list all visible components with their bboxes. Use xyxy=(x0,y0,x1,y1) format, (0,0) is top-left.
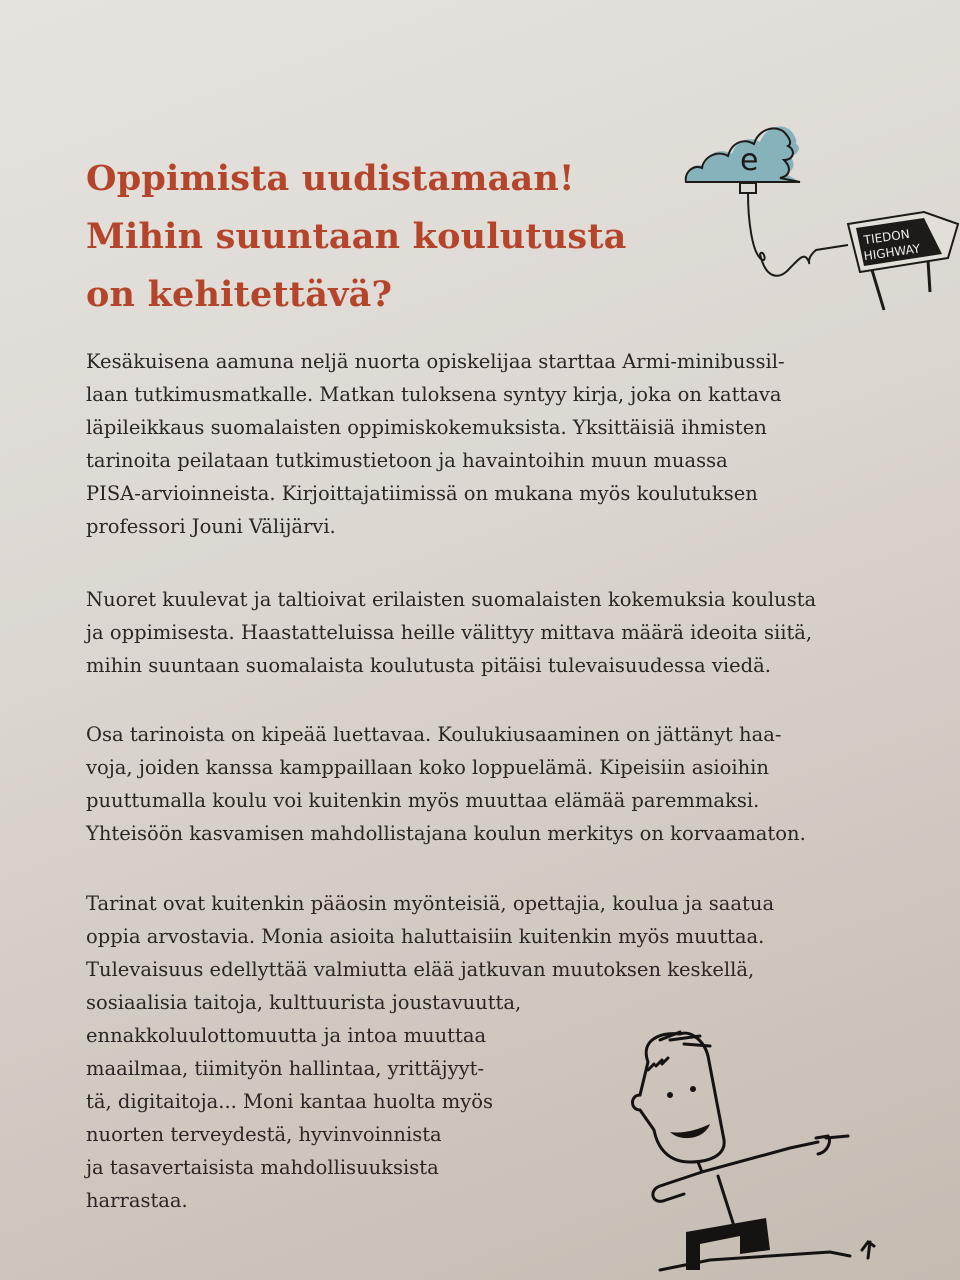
title-line: Oppimista uudistamaan! xyxy=(86,158,575,199)
text-line: Osa tarinoista on kipeää luettavaa. Koulukiusaaminen on jättänyt haa- xyxy=(86,723,782,746)
text-line: nuorten terveydestä, hyvinvoinnista xyxy=(86,1123,442,1146)
tiedon-highway-sign xyxy=(848,212,958,310)
cloud-letter: e xyxy=(740,143,759,178)
paragraph-3 xyxy=(86,718,806,850)
text-line: maailmaa, tiimityön hallintaa, yrittäjyyt- xyxy=(86,1057,485,1080)
text-line: Yhteisöön kasvamisen mahdollistajana koulun merkitys on korvaamaton. xyxy=(86,822,806,845)
pointing-boy-illustration xyxy=(600,1000,960,1280)
title-line: Mihin suuntaan koulutusta xyxy=(86,216,627,257)
text-line: tä, digitaitoja... Moni kantaa huolta myös xyxy=(86,1090,494,1113)
text-line: ja tasavertaisista mahdollisuuksista xyxy=(86,1156,439,1179)
page-title xyxy=(86,150,627,324)
text-line: mihin suuntaan suomalaista koulutusta pitäisi tulevaisuudessa viedä. xyxy=(86,654,771,677)
text-line: ennakkoluulottomuutta ja intoa muuttaa xyxy=(86,1024,487,1047)
text-line: harrastaa. xyxy=(86,1189,188,1212)
text-line: puuttumalla koulu voi kuitenkin myös muuttaa elämää paremmaksi. xyxy=(86,789,760,812)
sign-line-1: TIEDON xyxy=(862,226,911,248)
cloud-highway-illustration xyxy=(680,110,960,320)
text-line: tarinoita peilataan tutkimustietoon ja havaintoihin muun muassa xyxy=(86,449,728,472)
title-line: on kehitettävä? xyxy=(86,274,393,315)
paragraph-1 xyxy=(86,345,785,543)
text-line: Tarinat ovat kuitenkin pääosin myönteisiä, opettajia, koulua ja saatua xyxy=(86,892,775,915)
text-line: PISA-arvioinneista. Kirjoittajatiimissä on mukana myös koulutuksen xyxy=(86,482,758,505)
sign-line-2: HIGHWAY xyxy=(862,241,922,264)
text-line: ja oppimisesta. Haastatteluissa heille välittyy mittava määrä ideoita siitä, xyxy=(86,621,813,644)
text-line: Nuoret kuulevat ja taltioivat erilaisten suomalaisten kokemuksia koulusta xyxy=(86,588,817,611)
text-line: sosiaalisia taitoja, kulttuurista joustavuutta, xyxy=(86,991,522,1014)
paragraph-2 xyxy=(86,583,816,682)
text-line: Kesäkuisena aamuna neljä nuorta opiskelijaa starttaa Armi-minibussil- xyxy=(86,350,785,373)
text-line: laan tutkimusmatkalle. Matkan tuloksena syntyy kirja, joka on kattava xyxy=(86,383,782,406)
text-line: professori Jouni Välijärvi. xyxy=(86,515,336,538)
cloud-icon xyxy=(686,127,800,182)
text-line: oppia arvostavia. Monia asioita haluttaisiin kuitenkin myös muuttaa. xyxy=(86,925,765,948)
text-line: läpileikkaus suomalaisten oppimiskokemuksista. Yksittäisiä ihmisten xyxy=(86,416,767,439)
text-line: Tulevaisuus edellyttää valmiutta elää jatkuvan muutoksen keskellä, xyxy=(86,958,755,981)
text-line: voja, joiden kanssa kamppaillaan koko loppuelämä. Kipeisiin asioihin xyxy=(86,756,769,779)
